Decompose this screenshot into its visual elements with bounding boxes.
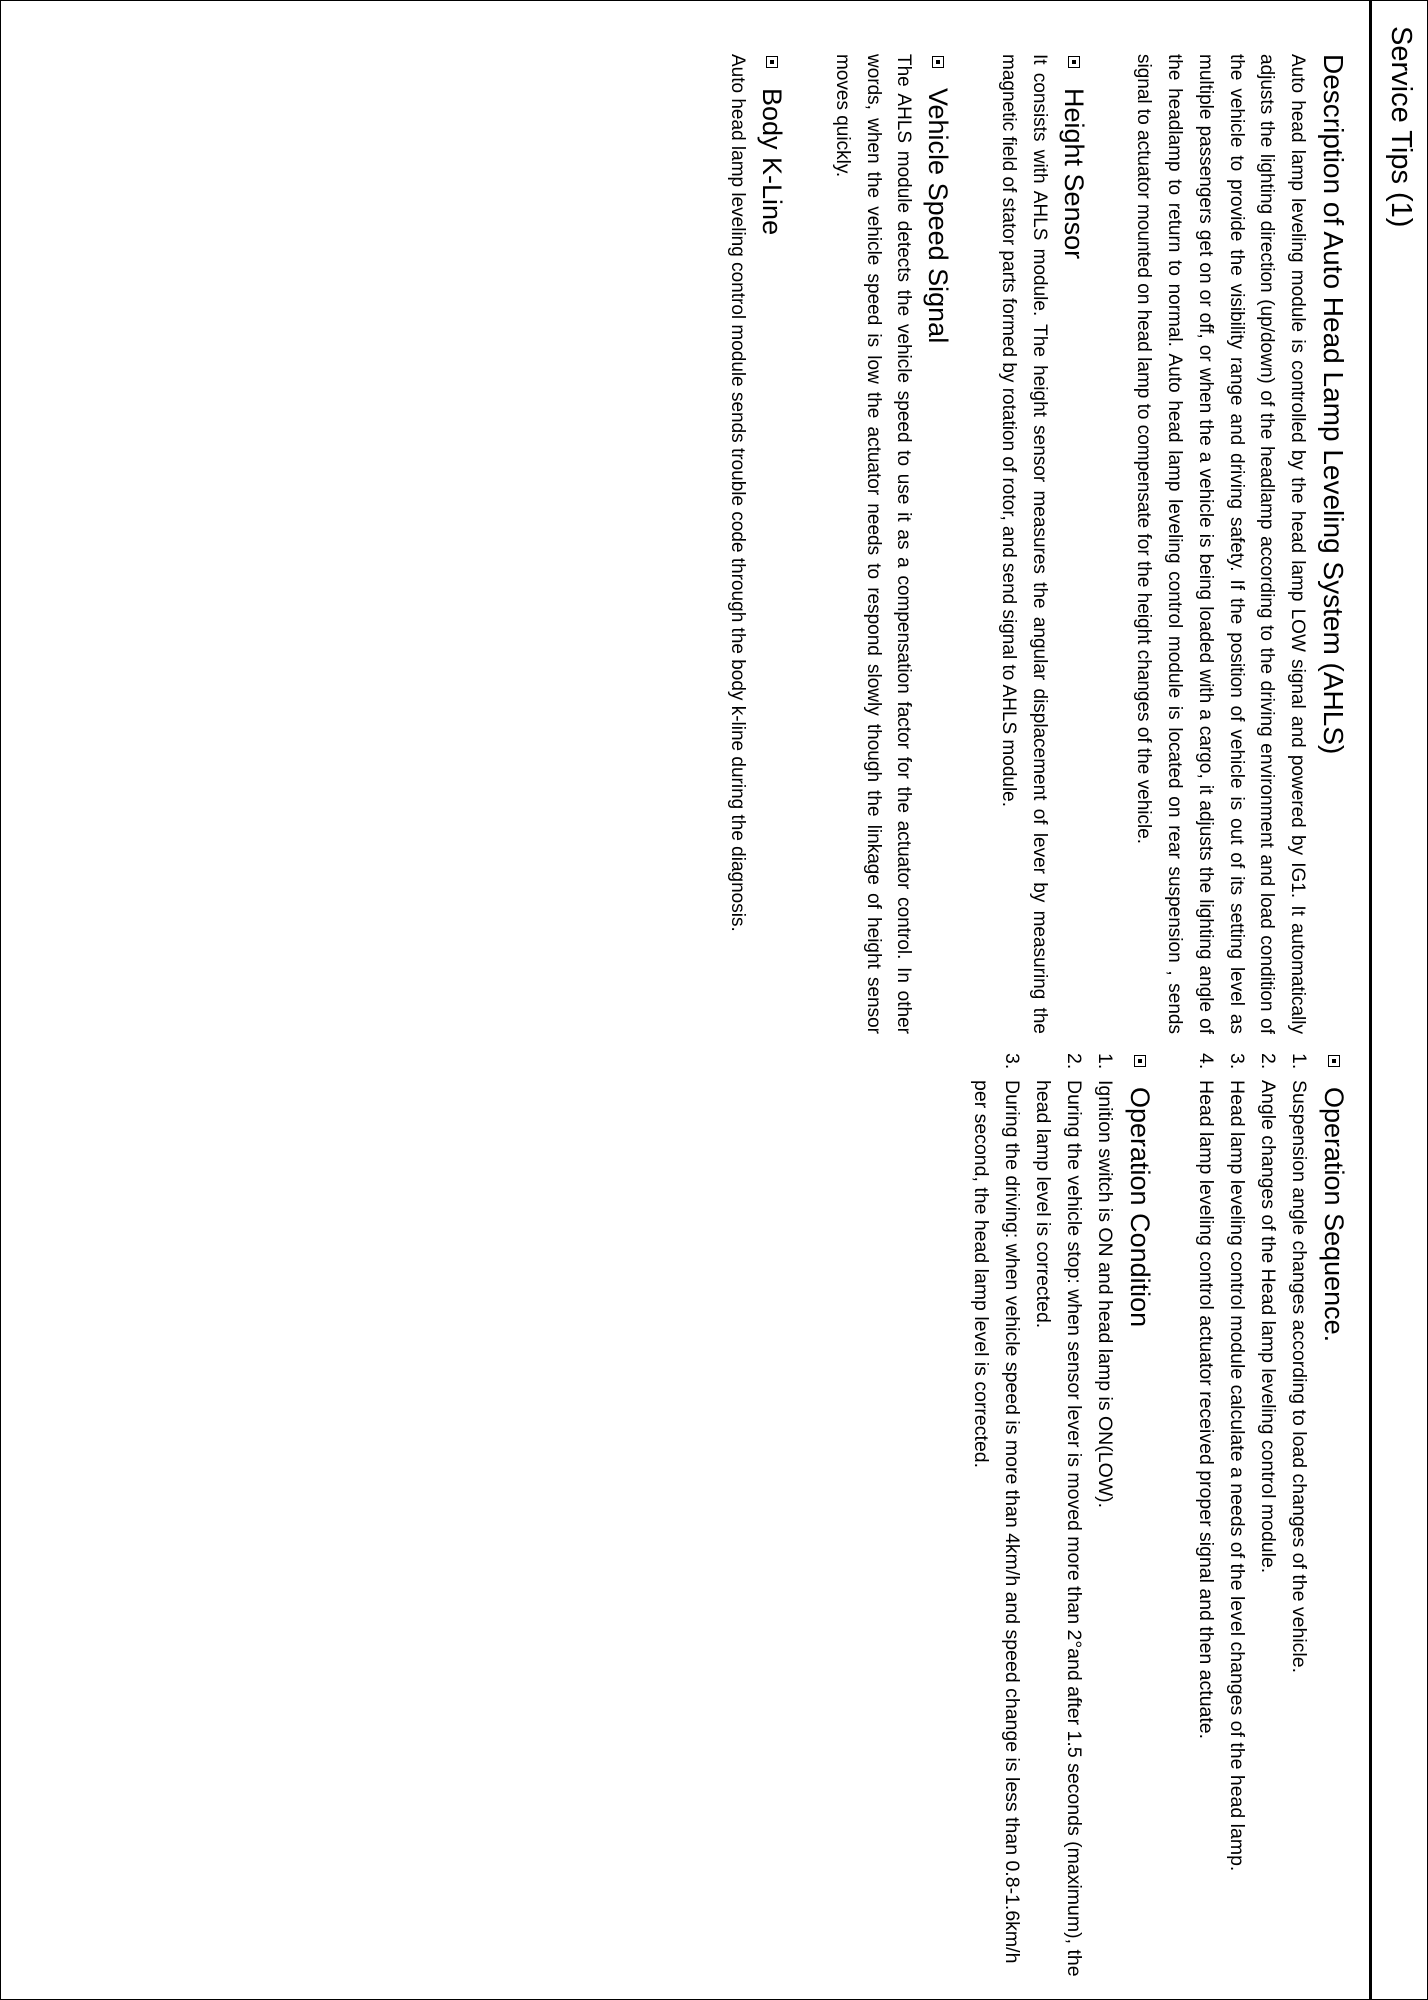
body-k-line-text: Auto head lamp leveling control module sends trouble code through the body k-line during the diagnosis. — [727, 54, 749, 932]
step-text: Suspension angle changes according to load changes of the vehicle. — [1288, 1080, 1310, 1673]
step-number: 1. — [1094, 1053, 1116, 1070]
square-bullet-icon — [1068, 56, 1080, 68]
step-number: 3. — [1226, 1053, 1248, 1070]
section-heading-label: Height Sensor — [1058, 88, 1089, 260]
list-item — [1190, 1053, 1221, 1988]
section-heading-label: Operation Condition — [1125, 1087, 1155, 1328]
operation-condition-list — [965, 1053, 1120, 1988]
vehicle-speed-signal-text: The AHLS module detects the vehicle speed to use it as a compensation factor for the actuator control. In other words, when the vehicle speed is low the actuator needs to respond slowly though the linkage of height sensor moves quickly. — [831, 54, 915, 1034]
step-text: Head lamp leveling control actuator received proper signal and then actuate. — [1195, 1080, 1217, 1740]
list-item — [1283, 1053, 1314, 1988]
step-text: Ignition switch is ON and head lamp is ON(LOW). — [1094, 1080, 1116, 1509]
list-item — [965, 1053, 1027, 1988]
step-text: Head lamp leveling control module calculate a needs of the level changes of the head lamp. — [1226, 1080, 1248, 1872]
height-sensor-section — [992, 54, 1089, 1034]
operation-sequence-heading — [1318, 1053, 1350, 1988]
square-bullet-icon — [1134, 1055, 1146, 1067]
height-sensor-text: It consists with AHLS module. The height sensor measures the angular displacement of lever by measuring the magnetic field of stator parts formed by rotation of rotor, and send signal to AHLS module. — [998, 54, 1050, 1034]
step-number: 1. — [1288, 1053, 1310, 1070]
step-number: 3. — [1001, 1053, 1023, 1070]
step-number: 2. — [1063, 1053, 1085, 1070]
step-text: During the vehicle stop: when sensor lever is moved more than 2°and after 1.5 seconds (maximum), the head lamp level is corrected. — [1032, 1080, 1085, 1977]
body-k-line-heading — [756, 54, 788, 1034]
operation-condition-section — [965, 1053, 1156, 1988]
section-heading-label: Vehicle Speed Signal — [923, 88, 954, 344]
page-title: Service Tips (1) — [1385, 26, 1417, 228]
square-bullet-icon — [932, 56, 944, 68]
header-divider — [1369, 0, 1372, 2000]
section-heading-label: Operation Sequence. — [1319, 1087, 1349, 1343]
height-sensor-heading — [1058, 54, 1090, 1034]
square-bullet-icon — [1328, 1055, 1340, 1067]
list-item — [1252, 1053, 1283, 1988]
operation-sequence-section — [1190, 1053, 1350, 1988]
square-bullet-icon — [766, 56, 778, 68]
step-number: 4. — [1195, 1053, 1217, 1070]
list-item — [1027, 1053, 1089, 1988]
step-text: Angle changes of the Head lamp leveling control module. — [1257, 1080, 1279, 1574]
vehicle-speed-signal-heading — [922, 54, 954, 1034]
body-k-line-section — [722, 54, 789, 1034]
right-column — [931, 1053, 1350, 1988]
operation-sequence-list — [1190, 1053, 1314, 1988]
vehicle-speed-signal-section — [826, 54, 954, 1034]
section-heading-label: Body K-Line — [757, 88, 788, 236]
list-item — [1221, 1053, 1252, 1988]
step-number: 2. — [1257, 1053, 1279, 1070]
operation-condition-heading — [1124, 1053, 1156, 1988]
list-item — [1089, 1053, 1120, 1988]
ahls-description-text: Auto head lamp leveling module is controlled by the head lamp LOW signal and powered by IG1. It automatically adjusts the lighting direction (up/down) of the headlamp according to the driving environment and load condition of the vehicle to provide the visibility range and driving safety. If the position of vehicle is out of its setting level as multiple passengers get on or off, or when the a vehicle is being loaded with a cargo, it adjusts the lighting angle of the headlamp to return to normal. Auto head lamp leveling control module is located on rear suspension , sends signal to actuator mounted on head lamp to compensate for the height changes of the vehicle. — [1133, 54, 1308, 1034]
step-text: During the driving: when vehicle speed is more than 4km/h and speed change is less than 0.8-1.6km/h per second, the head lamp level is corrected. — [970, 1080, 1023, 1964]
ahls-description-heading: Description of Auto Head Lamp Leveling System (AHLS) — [1318, 54, 1349, 755]
left-column — [722, 54, 1350, 1034]
